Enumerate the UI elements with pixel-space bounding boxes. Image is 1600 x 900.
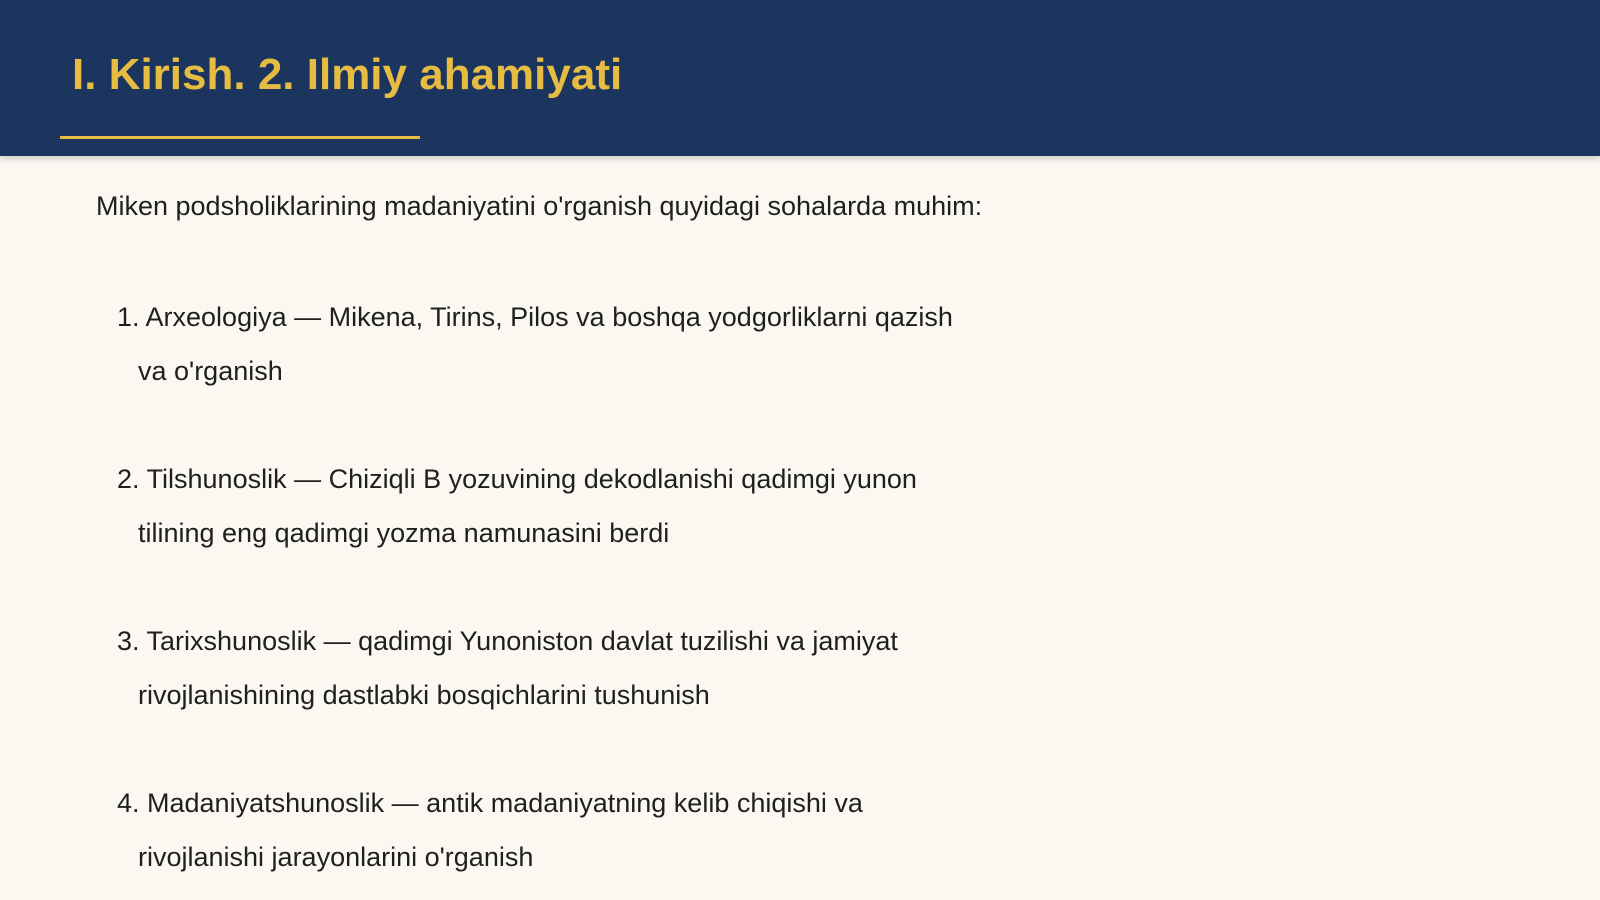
list-item-line: rivojlanishi jarayonlarini o'rganish [138,842,534,872]
header-bar [0,0,1600,156]
slide-title: I. Kirish. 2. Ilmiy ahamiyati [72,50,623,99]
title-underline [60,136,420,139]
list-item-line: va o'rganish [138,356,283,386]
list-item-line: 2. Tilshunoslik — Chiziqli B yozuvining dekodlanishi qadimgi yunon [117,464,917,494]
list-item-historiography [117,614,953,722]
list-item-line: 1. Arxeologiya — Mikena, Tirins, Pilos va boshqa yodgorliklarni qazish [117,302,953,332]
list-item-line: rivojlanishining dastlabki bosqichlarini tushunish [138,680,710,710]
list-item-line: tilining eng qadimgi yozma namunasini berdi [138,518,670,548]
intro-text: Miken podsholiklarining madaniyatini o'rganish quyidagi sohalarda muhim: [96,191,983,221]
list-item-line: 4. Madaniyatshunoslik — antik madaniyatning kelib chiqishi va [117,788,863,818]
list-item-linguistics [117,452,953,560]
list-item-archaeology [117,290,953,398]
list-item-cultural-studies [117,776,953,884]
list-item-line: 3. Tarixshunoslik — qadimgi Yunoniston davlat tuzilishi va jamiyat [117,626,898,656]
significance-list [117,290,953,900]
